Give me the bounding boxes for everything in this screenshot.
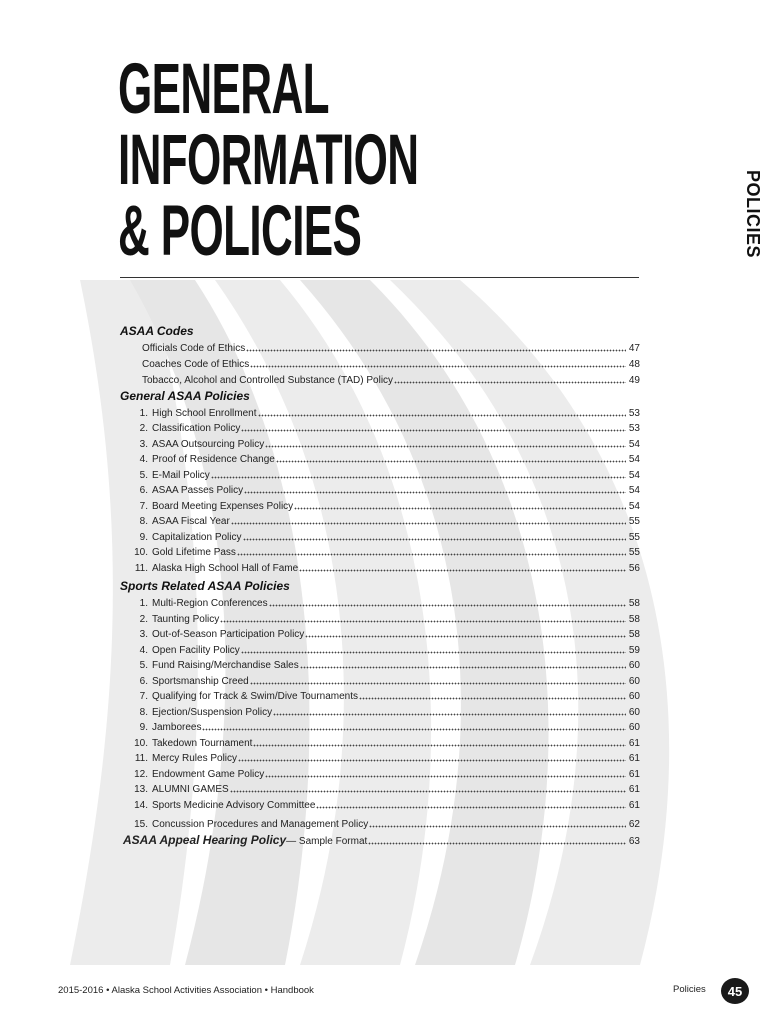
entry-label: Classification Policy xyxy=(152,423,241,434)
dot-leader xyxy=(202,723,626,731)
entry-label: Coaches Code of Ethics xyxy=(142,359,250,370)
entry-number: 2. xyxy=(139,423,148,434)
entry-number: 8. xyxy=(139,516,148,527)
dot-leader xyxy=(250,360,626,368)
toc-entry[interactable] xyxy=(0,481,640,496)
toc-entry[interactable] xyxy=(0,796,640,811)
appeal-note: — Sample Format xyxy=(286,836,368,847)
entry-number: 8. xyxy=(139,707,148,718)
dot-leader xyxy=(241,424,626,432)
section-heading: General ASAA Policies xyxy=(120,389,250,403)
section-heading: Sports Related ASAA Policies xyxy=(120,579,290,593)
entry-number: 1. xyxy=(139,408,148,419)
entry-number: 7. xyxy=(139,501,148,512)
dot-leader xyxy=(369,820,626,828)
entry-label: Multi-Region Conferences xyxy=(152,598,268,609)
entry-page: 54 xyxy=(628,501,640,512)
entry-label: High School Enrollment xyxy=(152,408,257,419)
toc-entry[interactable] xyxy=(0,419,640,434)
dot-leader xyxy=(294,502,626,510)
entry-label: ASAA Fiscal Year xyxy=(152,516,230,527)
entry-label: Alaska High School Hall of Fame xyxy=(152,563,299,574)
entry-page: 60 xyxy=(628,707,640,718)
entry-number: 1. xyxy=(139,598,148,609)
entry-page: 61 xyxy=(628,738,640,749)
entry-label: ALUMNI GAMES xyxy=(152,784,229,795)
dot-leader xyxy=(220,615,626,623)
entry-number: 3. xyxy=(139,439,148,450)
entry-page: 48 xyxy=(628,359,640,370)
entry-page: 60 xyxy=(628,691,640,702)
entry-page: 54 xyxy=(628,439,640,450)
entry-number: 4. xyxy=(139,454,148,465)
dot-leader xyxy=(265,770,626,778)
dot-leader xyxy=(243,533,627,541)
entry-label: Capitalization Policy xyxy=(152,532,242,543)
dot-leader xyxy=(359,692,626,700)
toc-entry[interactable] xyxy=(0,780,640,795)
dot-leader xyxy=(258,409,627,417)
appeal-heading: ASAA Appeal Hearing Policy xyxy=(123,833,287,847)
dot-leader xyxy=(250,677,626,685)
entry-number: 14. xyxy=(134,800,148,811)
entry-number: 15. xyxy=(134,819,148,830)
entry-label: ASAA Passes Policy xyxy=(152,485,244,496)
dot-leader xyxy=(211,471,626,479)
title-line: GENERAL xyxy=(118,50,329,129)
entry-label: Proof of Residence Change xyxy=(152,454,275,465)
toc-entry[interactable] xyxy=(0,543,640,558)
dot-leader xyxy=(269,599,626,607)
toc-entry[interactable] xyxy=(0,512,640,527)
entry-label: Sportsmanship Creed xyxy=(152,676,249,687)
entry-page: 60 xyxy=(628,676,640,687)
dot-leader xyxy=(230,785,626,793)
entry-number: 6. xyxy=(139,485,148,496)
entry-number: 5. xyxy=(139,470,148,481)
entry-number: 10. xyxy=(134,547,148,558)
toc-entry[interactable] xyxy=(0,339,640,354)
section-tab: POLICIES xyxy=(743,170,763,259)
entry-number: 5. xyxy=(139,660,148,671)
dot-leader xyxy=(273,708,626,716)
entry-page: 61 xyxy=(628,800,640,811)
entry-label: Tobacco, Alcohol and Controlled Substance (TAD) Policy xyxy=(142,375,394,386)
toc-entry[interactable] xyxy=(0,625,640,640)
entry-page: 60 xyxy=(628,722,640,733)
entry-page: 60 xyxy=(628,660,640,671)
entry-label: ASAA Outsourcing Policy xyxy=(152,439,265,450)
entry-label: Mercy Rules Policy xyxy=(152,753,238,764)
entry-page: 54 xyxy=(628,470,640,481)
entry-page: 53 xyxy=(628,423,640,434)
title-line: INFORMATION xyxy=(118,121,419,200)
entry-page: 58 xyxy=(628,598,640,609)
toc-entry[interactable] xyxy=(0,559,640,574)
footer-section: Policies xyxy=(673,984,706,995)
entry-label: Jamborees xyxy=(152,722,202,733)
dot-leader xyxy=(316,801,626,809)
entry-label: Open Facility Policy xyxy=(152,645,240,656)
entry-page: 61 xyxy=(628,769,640,780)
page-title xyxy=(118,50,419,271)
toc-entry[interactable] xyxy=(0,404,640,419)
entry-label: Board Meeting Expenses Policy xyxy=(152,501,294,512)
dot-leader xyxy=(265,440,626,448)
toc-entry[interactable] xyxy=(0,641,640,656)
dot-leader xyxy=(300,661,626,669)
entry-label: Endowment Game Policy xyxy=(152,769,265,780)
section-heading: ASAA Codes xyxy=(120,324,194,338)
entry-page: 53 xyxy=(628,408,640,419)
footer-publication: 2015-2016 • Alaska School Activities Association • Handbook xyxy=(58,985,314,996)
entry-number: 11. xyxy=(134,753,148,764)
entry-label: Ejection/Suspension Policy xyxy=(152,707,273,718)
entry-number: 6. xyxy=(139,676,148,687)
entry-page: 61 xyxy=(628,784,640,795)
entry-label: Officials Code of Ethics xyxy=(142,343,246,354)
entry-number: 3. xyxy=(139,629,148,640)
toc-entry[interactable] xyxy=(0,371,640,386)
entry-number: 7. xyxy=(139,691,148,702)
entry-label: E-Mail Policy xyxy=(152,470,210,481)
entry-page: 58 xyxy=(628,614,640,625)
entry-page: 55 xyxy=(628,532,640,543)
entry-label: Takedown Tournament xyxy=(152,738,253,749)
entry-page: 54 xyxy=(628,485,640,496)
entry-label: Fund Raising/Merchandise Sales xyxy=(152,660,299,671)
dot-leader xyxy=(238,754,626,762)
entry-number: 9. xyxy=(139,532,148,543)
toc-entry[interactable] xyxy=(0,528,640,543)
entry-number: 12. xyxy=(134,769,148,780)
dot-leader xyxy=(237,548,626,556)
entry-number: 13. xyxy=(134,784,148,795)
entry-page: 63 xyxy=(628,836,640,847)
entry-number: 4. xyxy=(139,645,148,656)
entry-number: 9. xyxy=(139,722,148,733)
entry-page: 54 xyxy=(628,454,640,465)
toc-entry[interactable] xyxy=(0,355,640,370)
entry-label: Qualifying for Track & Swim/Dive Tournaments xyxy=(152,691,359,702)
entry-label: Taunting Policy xyxy=(152,614,220,625)
appeal-entry[interactable] xyxy=(0,832,640,847)
dot-leader xyxy=(241,646,626,654)
toc-entry[interactable] xyxy=(0,672,640,687)
entry-page: 58 xyxy=(628,629,640,640)
entry-number: 2. xyxy=(139,614,148,625)
entry-number: 11. xyxy=(134,563,148,574)
toc-entry[interactable] xyxy=(0,656,640,671)
toc-entry[interactable] xyxy=(0,594,640,609)
entry-page: 47 xyxy=(628,343,640,354)
toc-entry[interactable] xyxy=(0,765,640,780)
entry-page: 55 xyxy=(628,516,640,527)
toc-entry[interactable] xyxy=(0,815,640,830)
title-divider xyxy=(120,277,639,278)
dot-leader xyxy=(368,837,626,845)
entry-page: 61 xyxy=(628,753,640,764)
entry-label: Out-of-Season Participation Policy xyxy=(152,629,305,640)
entry-page: 56 xyxy=(628,563,640,574)
dot-leader xyxy=(299,564,626,572)
entry-label: Concussion Procedures and Management Policy xyxy=(152,819,369,830)
toc-entry[interactable] xyxy=(0,749,640,764)
dot-leader xyxy=(231,517,626,525)
toc-entry[interactable] xyxy=(0,450,640,465)
entry-page: 62 xyxy=(628,819,640,830)
dot-leader xyxy=(253,739,626,747)
toc-entry[interactable] xyxy=(0,466,640,481)
dot-leader xyxy=(246,344,626,352)
entry-label: Sports Medicine Advisory Committee xyxy=(152,800,316,811)
entry-page: 49 xyxy=(628,375,640,386)
entry-page: 55 xyxy=(628,547,640,558)
toc-entry[interactable] xyxy=(0,497,640,512)
dot-leader xyxy=(394,376,626,384)
toc-entry[interactable] xyxy=(0,718,640,733)
dot-leader xyxy=(244,486,626,494)
dot-leader xyxy=(305,630,626,638)
toc-entry[interactable] xyxy=(0,687,640,702)
toc-entry[interactable] xyxy=(0,734,640,749)
toc-entry[interactable] xyxy=(0,703,640,718)
entry-label: Gold Lifetime Pass xyxy=(152,547,236,558)
toc-entry[interactable] xyxy=(0,610,640,625)
entry-page: 59 xyxy=(628,645,640,656)
dot-leader xyxy=(276,455,626,463)
title-line: & POLICIES xyxy=(118,192,362,271)
toc-entry[interactable] xyxy=(0,435,640,450)
page-number-badge: 45 xyxy=(721,978,749,1004)
entry-number: 10. xyxy=(134,738,148,749)
